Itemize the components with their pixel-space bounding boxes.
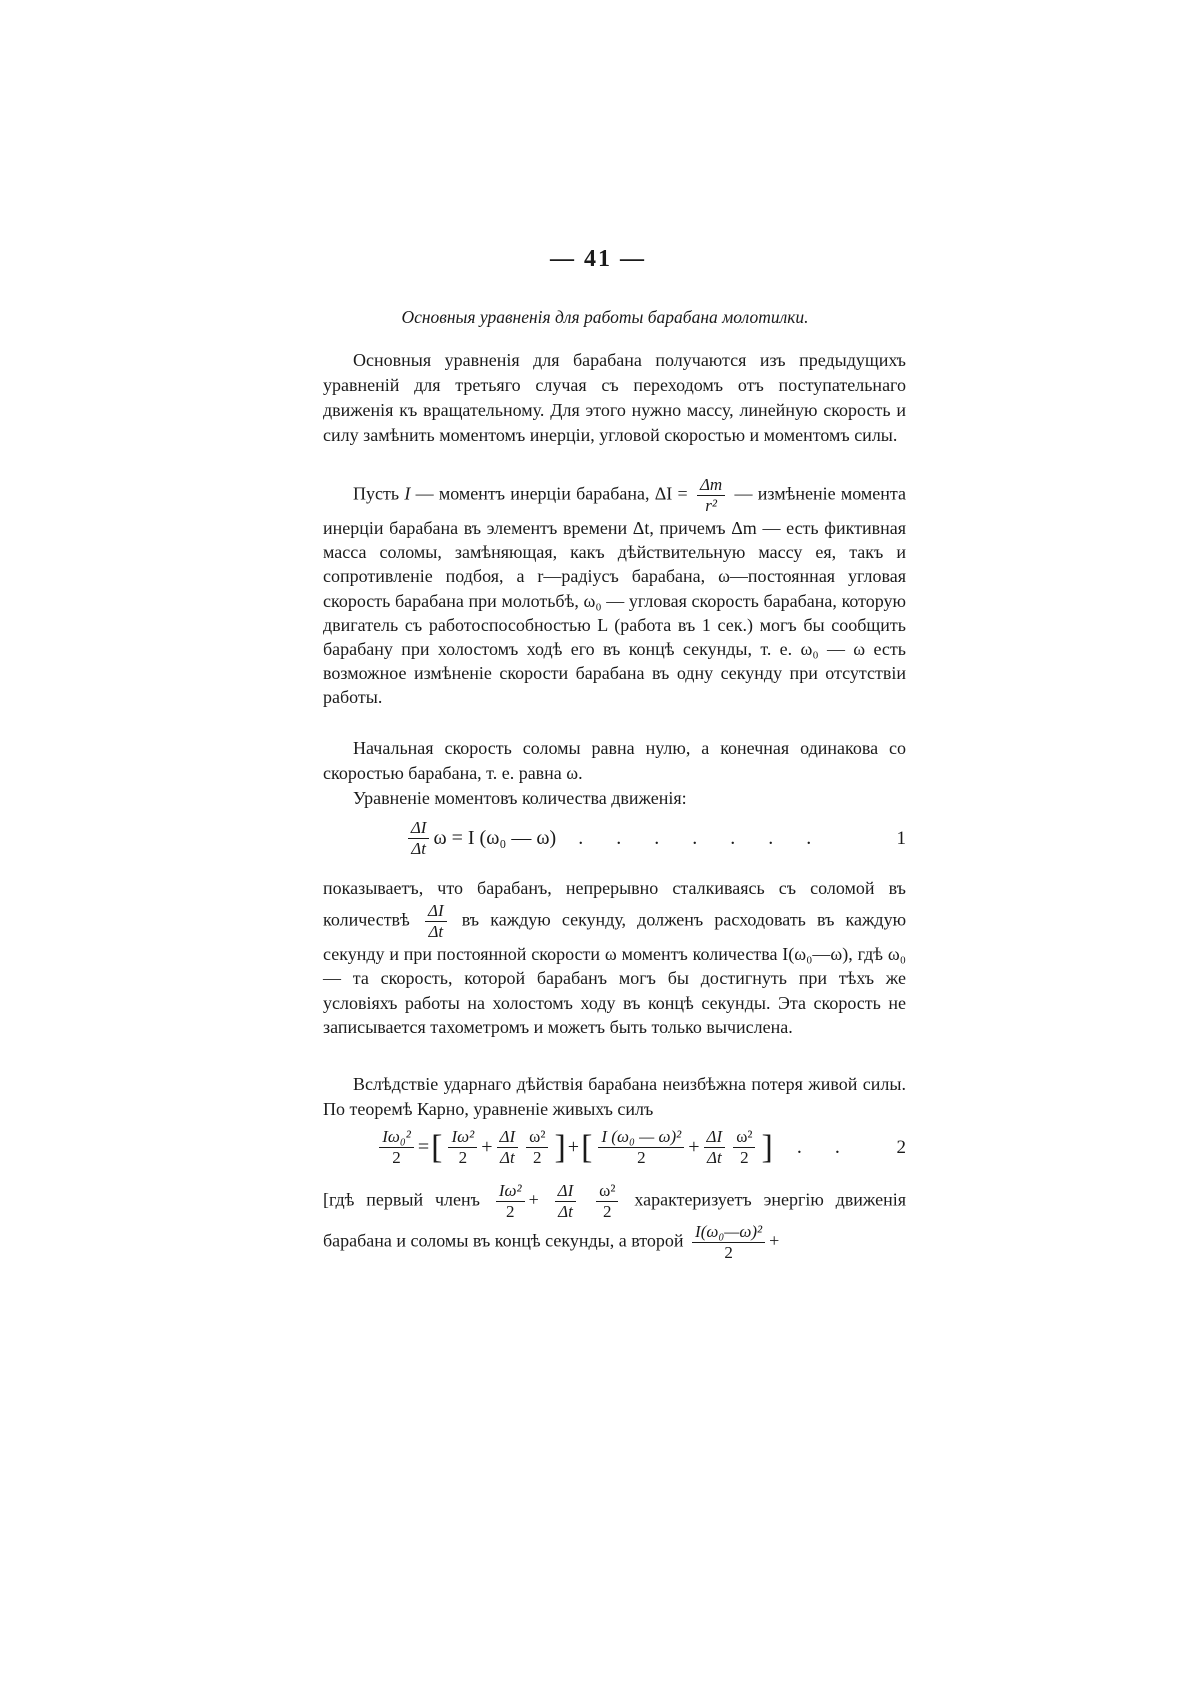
fraction-numerator: Iω² (448, 1127, 477, 1148)
p7-fraction-2 (555, 1181, 577, 1222)
plus-sign: + (481, 1136, 493, 1158)
fraction-numerator: Δm (697, 475, 725, 496)
equation-2 (323, 1127, 906, 1168)
left-bracket: [ (581, 1128, 593, 1166)
equation-1-dots: . . . . . . . (578, 827, 826, 849)
fraction-numerator: ΔI (425, 901, 447, 922)
fraction-denominator: 2 (533, 1148, 542, 1167)
fraction-numerator: Iω₀² (379, 1127, 414, 1148)
fraction-numerator: I(ω₀—ω)² (692, 1222, 765, 1243)
paragraph-5-start: показываетъ, что барабанъ, непрерывно сталкиваясь съ соломой въ количествѣ (323, 878, 906, 930)
equation-1-body: ω = I (ω₀ — ω) (433, 827, 557, 849)
fraction-numerator: ω² (596, 1181, 618, 1202)
section-heading: Основныя уравненія для работы барабана молотилки. (401, 307, 809, 327)
equation-2-number: 2 (896, 1137, 906, 1158)
fraction-denominator: Δt (558, 1202, 573, 1221)
paragraph-2-end: — измѣненіе момента инерціи барабана въ элементъ времени Δt, причемъ Δm — есть фиктивная масса соломы, замѣняющая, какъ дѣйствительную массу ея, такъ и сопротивленіе подбоя, а r—радіусъ барабана, ω—постоянная угловая скорость барабана при молотьбѣ, ω₀ — угловая скорость барабана, которую двигатель съ работоспособностью L (работа въ 1 сек.) могъ бы сообщить барабану при холостомъ ходѣ его въ концѣ секунды, т. е. ω₀ — ω есть возможное измѣненіе скорости барабана въ одну секунду при отсутствіи работы. (323, 483, 906, 708)
eq2-term1-fraction (448, 1127, 477, 1168)
fraction-denominator: 2 (637, 1148, 646, 1167)
fraction-numerator: I (ω₀ — ω)² (598, 1127, 684, 1148)
paragraph-7-start: [гдѣ первый членъ (323, 1189, 480, 1210)
fraction-delta-I-over-delta-t (408, 818, 430, 859)
plus-sign: + (688, 1136, 700, 1158)
fraction-denominator: Δt (428, 921, 444, 941)
eq2-term5-fraction (704, 1127, 726, 1168)
right-bracket: ] (761, 1128, 773, 1166)
equation-1-number: 1 (896, 828, 906, 849)
symbol-I: I (404, 483, 411, 504)
eq2-term3-fraction (526, 1127, 548, 1168)
paragraph-4 (323, 786, 906, 811)
fraction-denominator: 2 (740, 1148, 749, 1167)
paragraph-5-end: въ каждую секунду, долженъ расходовать въ каждую секунду и при постоянной скорости ω моментъ количества I(ω₀—ω), гдѣ ω₀— та скорость, которой барабанъ могъ бы достигнуть при тѣхъ же условіяхъ работы на холостомъ ходу въ концѣ секунды. Эта скорость не записывается тахометромъ и можетъ быть только вычислена. (323, 909, 907, 1037)
page-number: — 41 — (550, 246, 646, 272)
fraction-numerator: ΔI (555, 1181, 577, 1202)
fraction-delta-I-over-delta-t-inline (425, 901, 447, 942)
fraction-denominator: Δt (499, 1148, 515, 1167)
fraction-delta-m-over-r2 (697, 475, 725, 516)
paragraph-7: [гдѣ первый членъ $\frac{\text{Iω²}}{2}$ + $\frac{\Delta I}{\Delta t}$ $\frac{\text{ω²}}{2}$ характеризуетъ энергію движенія барабана и соломы въ концѣ секунды, а второй $\frac{\text{I(ω₀—ω)²}}{2}$ + (323, 1181, 907, 1262)
paragraph-1 (323, 348, 906, 448)
equation-1 (323, 818, 906, 859)
fraction-denominator: Δt (411, 839, 426, 858)
paragraph-3-text: Начальная скорость соломы равна нулю, а конечная одинакова со скоростью барабана, т. е. равна ω. (323, 738, 906, 783)
paragraph-4-text: Уравненіе моментовъ количества движенія: (353, 788, 687, 808)
fraction-denominator: 2 (603, 1202, 612, 1221)
paragraph-2 (323, 475, 906, 710)
paragraph-7-mid: характеризуетъ энергію движенія барабана и соломы въ концѣ секунды, а второй (323, 1189, 907, 1251)
p7-fraction-1 (496, 1181, 525, 1222)
fraction-numerator: ω² (733, 1127, 755, 1148)
plus-sign: + (567, 1136, 580, 1158)
eq2-term6-fraction (733, 1127, 755, 1168)
equals-sign: = (417, 1136, 430, 1158)
fraction-numerator: ΔI (408, 818, 430, 839)
right-bracket: ] (554, 1128, 566, 1166)
paragraph-2-mid: — моментъ инерціи барабана, ΔI = (415, 483, 688, 504)
p7-fraction-3 (596, 1181, 618, 1222)
fraction-denominator: r² (705, 496, 717, 515)
equation-2-dots: . . (796, 1136, 854, 1158)
p7-fraction-4 (692, 1222, 765, 1263)
paragraph-2-start: Пусть (353, 483, 400, 504)
eq2-lhs-fraction (379, 1127, 414, 1168)
eq2-term2-fraction (497, 1127, 519, 1168)
fraction-denominator: 2 (505, 1202, 515, 1221)
fraction-denominator: 2 (392, 1148, 401, 1167)
left-bracket: [ (431, 1128, 443, 1166)
paragraph-1-text: Основныя уравненія для барабана получаются изъ предыдущихъ уравненій для третьяго случая съ переходомъ отъ поступательнаго движенія къ вращательному. Для этого нужно массу, линейную скорость и силу замѣнить моментомъ инерціи, угловой скоростью и моментомъ силы. (323, 350, 906, 445)
paragraph-5 (323, 876, 906, 1040)
paragraph-6-text: Вслѣдствіе ударнаго дѣйствія барабана неизбѣжна потеря живой силы. По теоремѣ Карно, уравненіе живыхъ силъ (323, 1074, 906, 1119)
paragraph-3 (323, 736, 906, 786)
fraction-numerator: ΔI (704, 1127, 726, 1148)
fraction-numerator: Iω² (496, 1181, 525, 1202)
fraction-denominator: 2 (724, 1243, 733, 1262)
fraction-denominator: Δt (707, 1148, 722, 1167)
fraction-numerator: ω² (526, 1127, 548, 1148)
paragraph-6 (323, 1072, 906, 1122)
fraction-numerator: ΔI (497, 1127, 519, 1148)
fraction-denominator: 2 (458, 1148, 468, 1167)
eq2-term4-fraction (598, 1127, 684, 1168)
